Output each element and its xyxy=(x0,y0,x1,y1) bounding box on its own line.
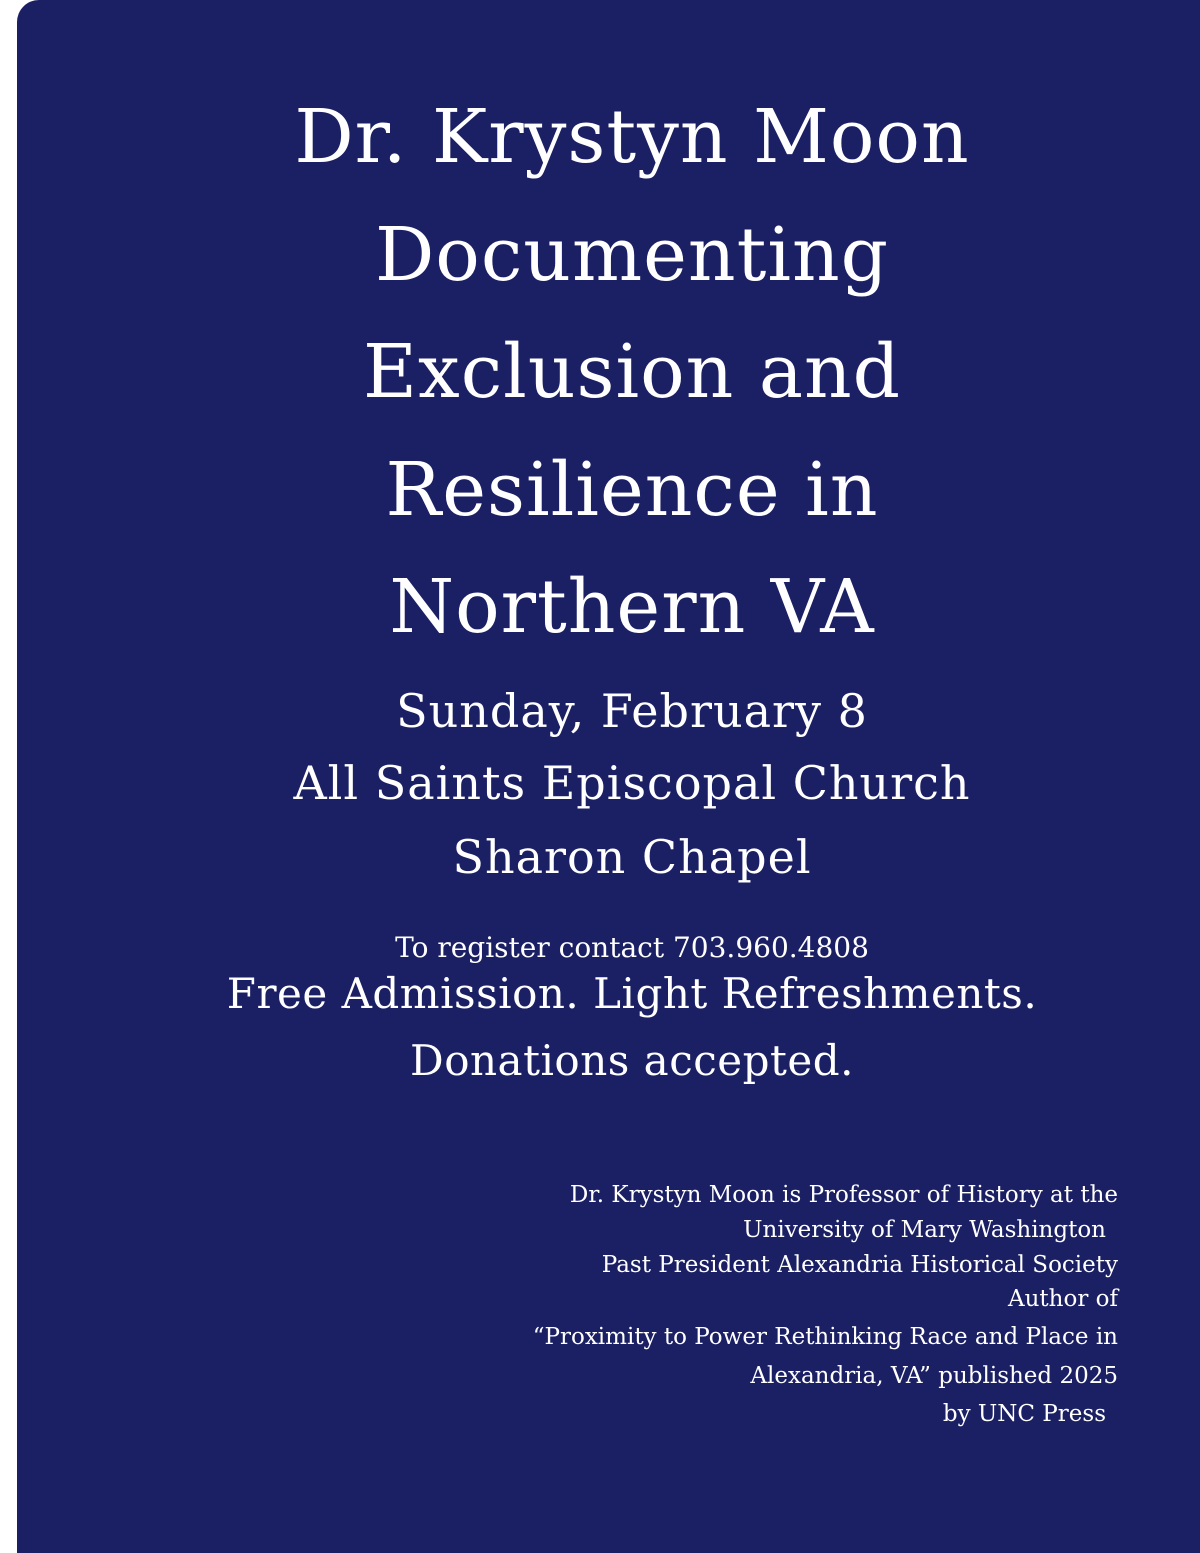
bio-line: Dr. Krystyn Moon is Professor of History at the xyxy=(569,1182,1118,1208)
title-line-2: Exclusion and xyxy=(362,329,902,415)
donations-info: Donations accepted. xyxy=(410,1036,854,1085)
event-venue: All Saints Episcopal Church xyxy=(293,756,971,810)
event-flyer xyxy=(17,0,1200,1553)
admission-info: Free Admission. Light Refreshments. xyxy=(226,969,1038,1018)
bio-line: University of Mary Washington xyxy=(743,1217,1106,1243)
title-line-1: Documenting xyxy=(374,212,890,298)
event-venue-sub: Sharon Chapel xyxy=(452,830,812,884)
title-line-speaker: Dr. Krystyn Moon xyxy=(294,94,970,180)
event-date: Sunday, February 8 xyxy=(396,684,868,738)
bio-line: “Proximity to Power Rethinking Race and Place in xyxy=(532,1324,1118,1350)
register-contact: To register contact 703.960.4808 xyxy=(395,931,869,964)
bio-line: Alexandria, VA” published 2025 xyxy=(750,1363,1118,1389)
title-line-3: Resilience in xyxy=(385,447,879,533)
bio-line: Past President Alexandria Historical Society xyxy=(601,1252,1118,1278)
title-line-4: Northern VA xyxy=(389,564,875,650)
bio-line: Author of xyxy=(1008,1286,1118,1312)
bio-line: by UNC Press xyxy=(942,1401,1106,1427)
